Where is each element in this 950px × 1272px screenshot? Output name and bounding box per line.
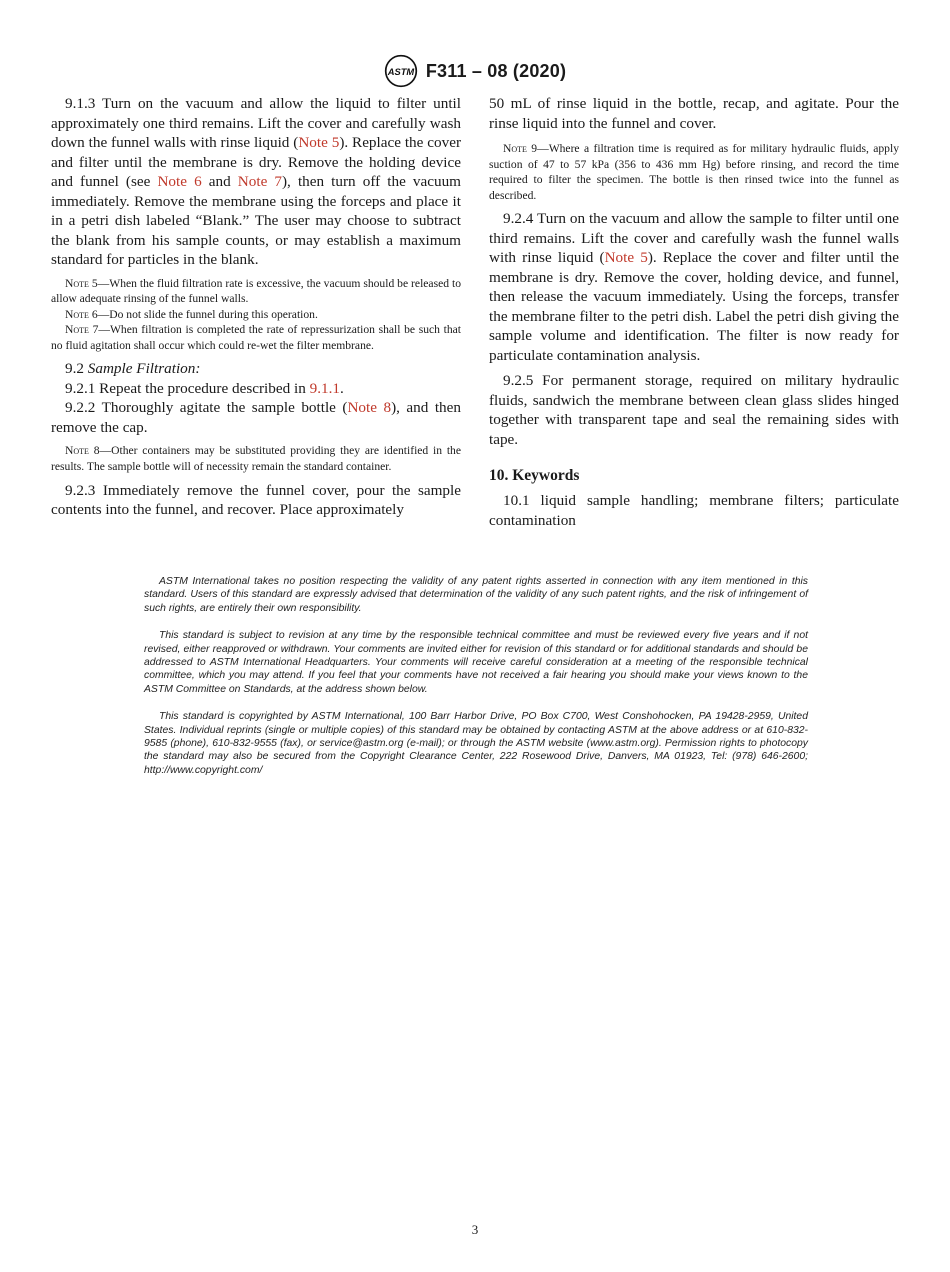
astm-logo-icon xyxy=(384,54,418,88)
left-column xyxy=(51,94,461,520)
paragraph-10-1: 10.1 liquid sample handling; membrane filters; particulate contamination xyxy=(489,492,899,529)
note-7: Note 7—When filtration is completed the rate of repressurization shall be such that no fluid agitation shall occur which could re-wet the filter membrane. xyxy=(51,323,461,352)
copyright-notice: This standard is copyrighted by ASTM International, 100 Barr Harbor Drive, PO Box C700, West Conshohocken, PA 19428-2959, United States. Individual reprints (single or multiple copies) of this standard may be obtained by contacting ASTM at the above address or at 610-832-9585 (phone), 610-832-9555 (fax), or service@astm.org (e-mail); or through the ASTM website (www.astm.org). Permission rights to photocopy the standard may also be secured from the Copyright Clearance Center, 222 Rosewood Drive, Danvers, MA 01923, Tel: (978) 646-2600; http://www.copyright.com/ xyxy=(144,711,808,776)
section-10-heading: 10. Keywords xyxy=(489,467,580,485)
note-5-link[interactable]: Note 5 xyxy=(298,134,340,151)
paragraph-9-2-1: 9.2.1 Repeat the procedure described in 9.1.1. xyxy=(65,379,344,397)
paragraph-9-1-3: 9.1.3 Turn on the vacuum and allow the liquid to filter until approximately one third remains. Lift the cover and carefully wash down the funnel walls with rinse liquid (Note 5). Replace the cover and filter until the membrane is dry. Remove the holding device and funnel (see Note 6 and Note 7), then turn off the vacuum immediately. Remove the membrane using the forceps and place it in a petri dish labeled “Blank.” The user may choose to subtract the blank from his sample counts, or may establish a maximum standard for particles in the blank. xyxy=(51,95,462,268)
note-5: Note 5—When the fluid filtration rate is excessive, the vacuum should be released to allow adequate rinsing of the funnel walls. xyxy=(51,276,461,306)
note-7-link[interactable]: Note 7 xyxy=(237,173,282,190)
page-header xyxy=(0,54,950,88)
note-9: Note 9—Where a filtration time is required as for military hydraulic fluids, apply suction of 47 to 57 kPa (356 to 436 mm Hg) before rinsing, and record the time required to filter the specimen. The bottle is then rinsed twice into the funnel as described. xyxy=(489,142,899,202)
paragraph-9-2-4: 9.2.4 Turn on the vacuum and allow the sample to filter until one third remains. Lift the cover and carefully wash the funnel walls with rinse liquid (Note 5). Replace the cover and filter until the membrane is dry. Remove the cover, holding device, and funnel, then release the vacuum immediately. Using the forceps, transfer the membrane filter to the petri dish. Label the petri dish giving the sample volume and identification. The filter is now ready for particulate contamination analysis. xyxy=(489,210,899,364)
footer-notices xyxy=(144,575,808,791)
revision-notice: This standard is subject to revision at any time by the responsible technical committee and must be reviewed every five years and if not revised, either reapproved or withdrawn. Your comments are invited either for revision of this standard or for additional standards and should be addressed to ASTM International Headquarters. Your comments will receive careful consideration at a meeting of the responsible technical committee, which you may attend. If you feel that your comments have not received a fair hearing you should make your views known to the ASTM Committee on Standards, at the address shown below. xyxy=(144,630,808,695)
paragraph-9-2-5: 9.2.5 For permanent storage, required on military hydraulic fluids, sandwich the membrane between clean glass slides hinged together with transparent tape and seal the remaining sides with tape. xyxy=(489,372,899,448)
note-8-link[interactable]: Note 8 xyxy=(347,399,392,417)
note-8: Note 8—Other containers may be substituted providing they are identified in the results. The sample bottle will of necessity remain the standard container. xyxy=(51,444,461,474)
paragraph-9-2-2: 9.2.2 Thoroughly agitate the sample bottle (Note 8), and then remove the cap. xyxy=(51,399,461,436)
paragraph-9-2-3-continued: 50 mL of rinse liquid in the bottle, recap, and agitate. Pour the rinse liquid into the funnel and cover. xyxy=(489,95,899,132)
note-6-link[interactable]: Note 6 xyxy=(157,173,202,190)
section-9-2-heading: 9.2 Sample Filtration: xyxy=(65,360,201,378)
paragraph-9-2-3: 9.2.3 Immediately remove the funnel cover, pour the sample contents into the funnel, and recover. Place approximately xyxy=(51,481,461,519)
note-6: Note 6—Do not slide the funnel during this operation. xyxy=(65,307,318,321)
patent-notice: ASTM International takes no position respecting the validity of any patent rights asserted in connection with any item mentioned in this standard. Users of this standard are expressly advised that determination of the validity of any such patent rights, and the risk of infringement of such rights, are entirely their own responsibility. xyxy=(144,576,808,614)
page-number: 3 xyxy=(471,1222,479,1237)
svg-text:ASTM: ASTM xyxy=(387,66,415,77)
note-5-link[interactable]: Note 5 xyxy=(604,249,648,267)
standard-designation: F311 – 08 (2020) xyxy=(425,60,567,81)
section-9-1-1-link[interactable]: 9.1.1 xyxy=(309,379,340,397)
right-column xyxy=(489,94,899,530)
